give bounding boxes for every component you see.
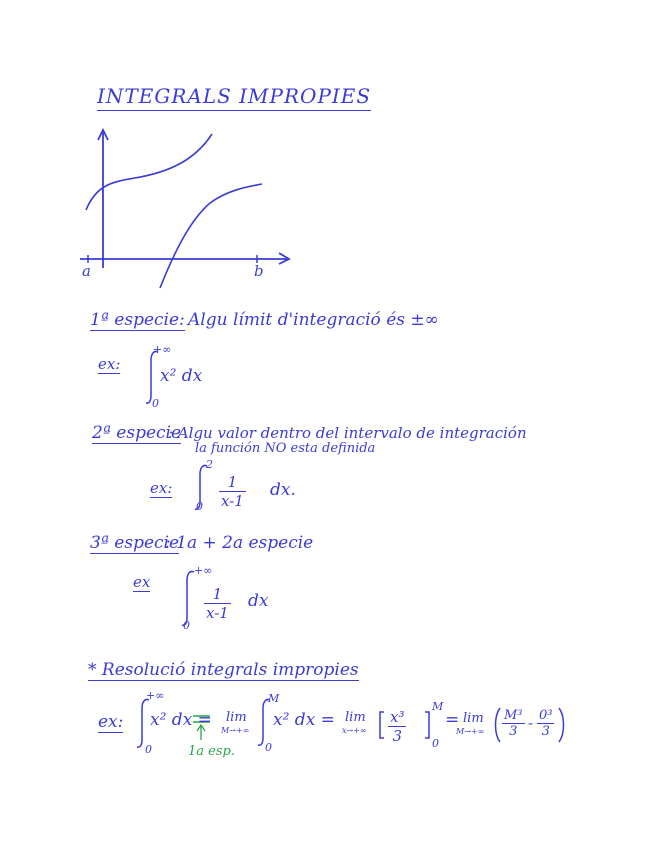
first-kind-description: Algu límit d'integració és ±∞ xyxy=(188,310,439,330)
first-kind-integrand: x² dx xyxy=(160,366,203,386)
resolution-upper-limit: +∞ xyxy=(146,689,165,702)
resolution-example-label: ex: xyxy=(98,712,124,732)
resolution-lower-limit: 0 xyxy=(145,743,152,756)
resolution-equals-3: = xyxy=(445,710,460,730)
second-kind-example-label: ex: xyxy=(150,479,173,497)
resolution-integrand-2: x² dx = xyxy=(273,710,335,730)
second-kind-denominator: x-1 xyxy=(221,492,244,510)
resolution-lim1-sub: M→+∞ xyxy=(221,726,250,735)
third-kind-example-label: ex xyxy=(133,573,151,591)
resolution-bracket-lower: 0 xyxy=(432,737,439,750)
resolution-lim3: lim xyxy=(463,711,484,726)
resolution-note: 1a esp. xyxy=(188,744,235,759)
third-kind-fraction xyxy=(204,585,231,622)
resolution-upper-limit-2: M xyxy=(268,692,280,705)
resolution-lim1: lim xyxy=(226,710,247,725)
second-kind-description-line1: : Algu valor dentro del intervalo de integración xyxy=(168,424,527,442)
resolution-lim2: lim xyxy=(345,710,366,725)
resolution-lim3-sub: M→+∞ xyxy=(456,727,485,736)
second-kind-heading: 2ª especie xyxy=(92,423,182,443)
third-kind-lower-limit: 0 xyxy=(183,619,190,632)
third-kind-differential: dx xyxy=(248,591,269,611)
resolution-bracket-numerator: x³ xyxy=(390,708,405,726)
third-kind-heading: 3ª especie xyxy=(90,533,180,553)
resolution-minus: - xyxy=(528,714,534,732)
resolution-term1-denominator: 3 xyxy=(509,724,518,739)
first-kind-heading: 1ª especie: xyxy=(90,310,185,330)
resolution-integrand: x² dx = xyxy=(150,710,212,730)
second-kind-lower-limit: 0 xyxy=(196,500,203,513)
resolution-term1 xyxy=(502,708,525,739)
resolution-heading: * Resolució integrals impropies xyxy=(88,660,359,680)
axis-label-b: b xyxy=(254,262,264,280)
resolution-bracket-denominator: 3 xyxy=(392,727,403,745)
second-kind-numerator: 1 xyxy=(219,473,246,492)
first-kind-upper-limit: +∞ xyxy=(153,343,172,356)
second-kind-description-line2: la función NO esta definida xyxy=(195,441,376,456)
first-kind-lower-limit: 0 xyxy=(152,397,159,410)
resolution-term1-numerator: M³ xyxy=(504,708,523,723)
page-title: INTEGRALS IMPROPIES xyxy=(97,84,371,111)
axis-label-a: a xyxy=(82,262,91,280)
second-kind-fraction xyxy=(219,473,246,510)
third-kind-numerator: 1 xyxy=(204,585,231,604)
third-kind-upper-limit: +∞ xyxy=(194,564,213,577)
third-kind-description: : 1a + 2a especie xyxy=(165,533,314,553)
resolution-lower-limit-2: 0 xyxy=(265,741,272,754)
resolution-bracket-upper: M xyxy=(432,700,444,713)
resolution-bracket-fraction xyxy=(388,708,406,745)
resolution-lim2-sub: x→+∞ xyxy=(342,726,367,735)
third-kind-denominator: x-1 xyxy=(206,604,229,622)
first-kind-example-label: ex: xyxy=(98,355,121,373)
second-kind-differential: dx. xyxy=(270,480,296,500)
resolution-term2 xyxy=(537,708,554,739)
resolution-term2-numerator: 0³ xyxy=(539,708,553,723)
second-kind-upper-limit: 2 xyxy=(206,458,213,471)
resolution-term2-denominator: 3 xyxy=(541,724,550,739)
